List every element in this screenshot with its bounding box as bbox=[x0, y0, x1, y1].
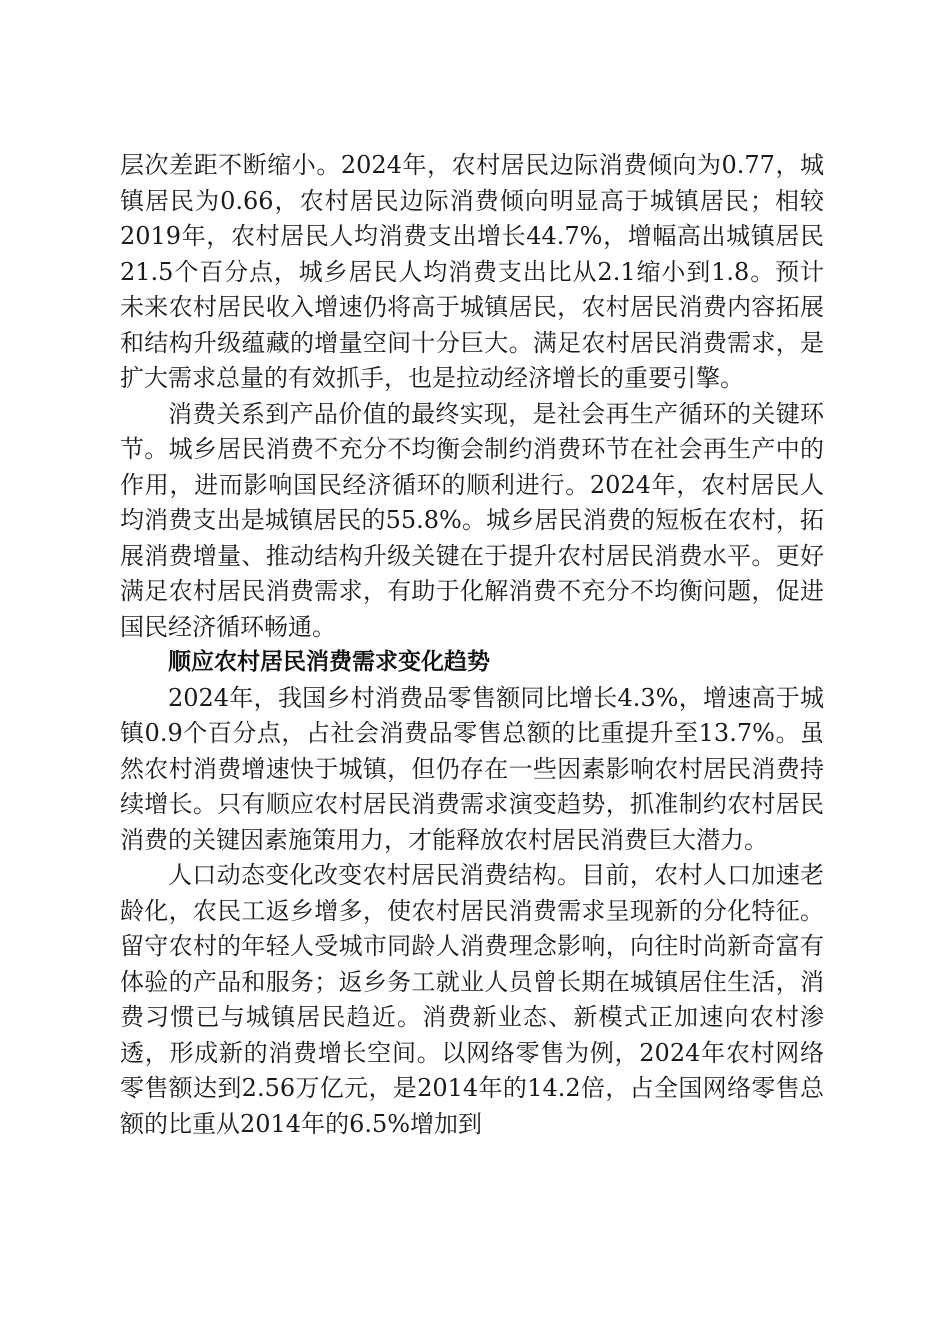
paragraph-rural-consumption-gap: 层次差距不断缩小。2024年，农村居民边际消费倾向为0.77，城镇居民为0.66，农村居民边际消费倾向明显高于城镇居民；相较2019年，农村居民人均消费支出增长44.7%，增幅高出城镇居民21.5个百分点，城乡居民人均消费支出比从2.1缩小到1.8。预计未来农村居民收入增速仍将高于城镇居民，农村居民消费内容拓展和结构升级蕴藏的增量空间十分巨大。满足农村居民消费需求，是扩大需求总量的有效抓手，也是拉动经济增长的重要引擎。 bbox=[120, 151, 824, 392]
paragraph-rural-retail-growth: 2024年，我国乡村消费品零售额同比增长4.3%，增速高于城镇0.9个百分点，占社会消费品零售总额的比重提升至13.7%。虽然农村消费增速快于城镇，但仍存在一些因素影响农村居民消费持续增长。只有顺应农村居民消费需求演变趋势，抓准制约农村居民消费的关键因素施策用力，才能释放农村居民消费巨大潜力。 bbox=[120, 683, 824, 854]
paragraph-population-dynamics: 人口动态变化改变农村居民消费结构。目前，农村人口加速老龄化，农民工返乡增多，使农村居民消费需求呈现新的分化特征。留守农村的年轻人受城市同龄人消费理念影响，向往时尚新奇富有体验的产品和服务；返乡务工就业人员曾长期在城镇居住生活，消费习惯已与城镇居民趋近。消费新业态、新模式正加速向农村渗透，形成新的消费增长空间。以网络零售为例，2024年农村网络零售额达到2.56万亿元，是2014年的14.2倍，占全国网络零售总额的比重从2014年的6.5%增加到 bbox=[120, 861, 824, 1138]
document-body bbox=[120, 148, 824, 1142]
paragraph-consumption-cycle: 消费关系到产品价值的最终实现，是社会再生产循环的关键环节。城乡居民消费不充分不均衡会制约消费环节在社会再生产中的作用，进而影响国民经济循环的顺利进行。2024年，农村居民人均消费支出是城镇居民的55.8%。城乡居民消费的短板在农村，拓展消费增量、推动结构升级关键在于提升农村居民消费水平。更好满足农村居民消费需求，有助于化解消费不充分不均衡问题，促进国民经济循环畅通。 bbox=[120, 399, 824, 641]
section-heading: 顺应农村居民消费需求变化趋势 bbox=[168, 649, 490, 675]
